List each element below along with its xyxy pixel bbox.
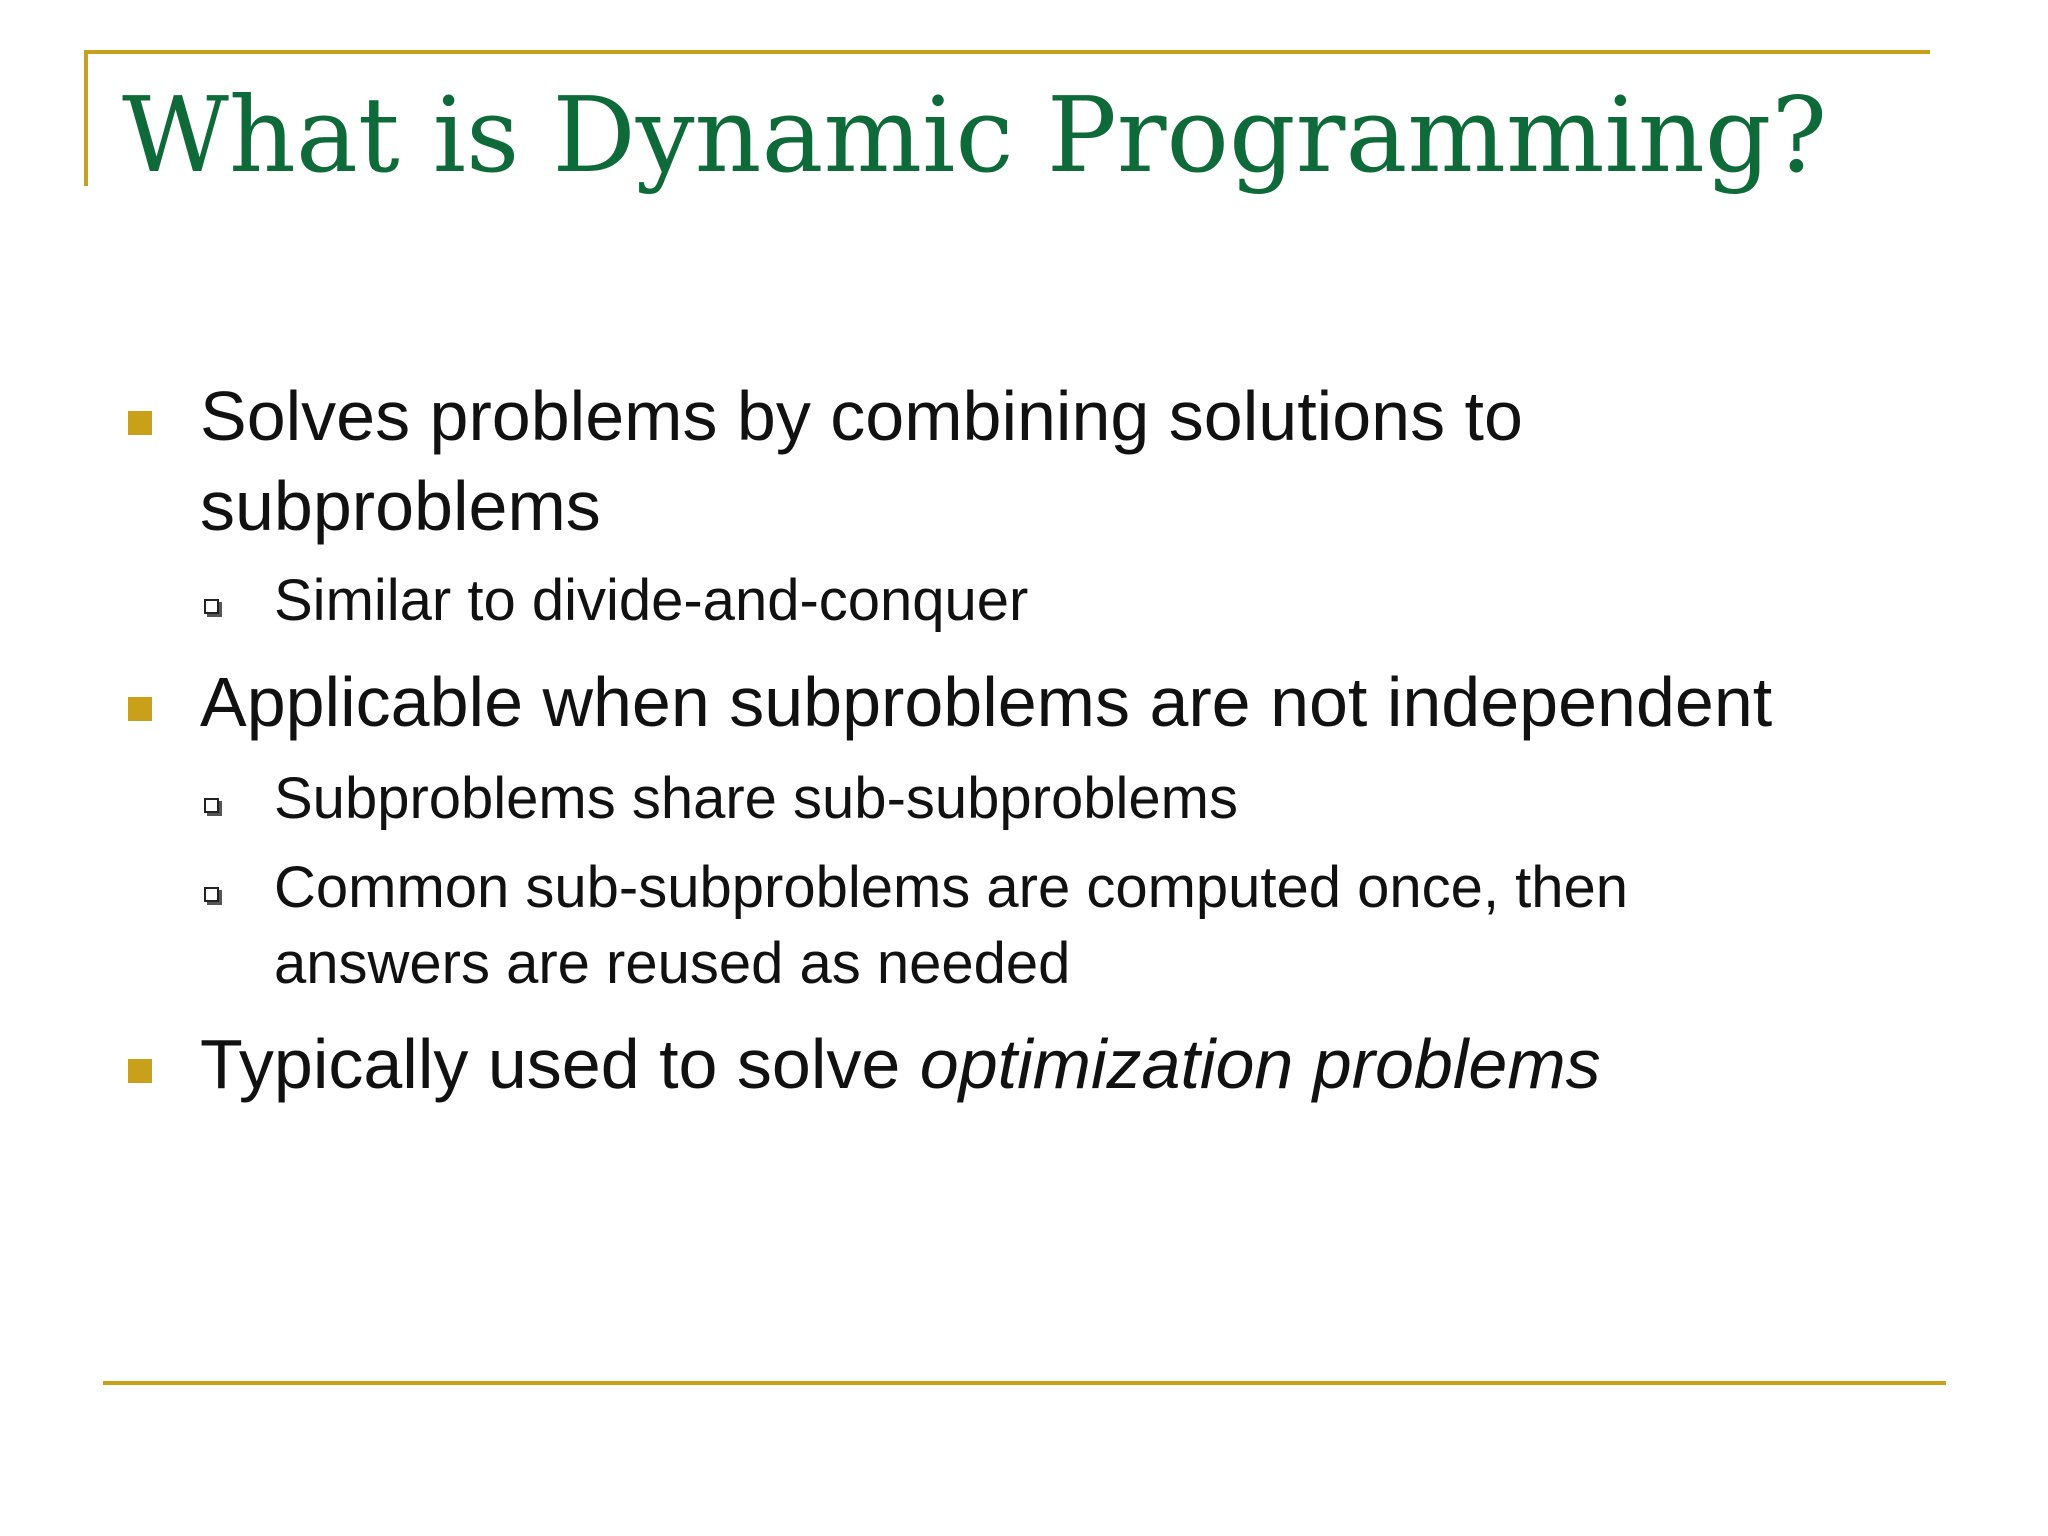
bottom-rule bbox=[103, 1381, 1946, 1385]
hollow-box-bullet-icon bbox=[204, 887, 219, 902]
bullet-2: Applicable when subproblems are not independent bbox=[200, 663, 1773, 741]
top-rule bbox=[84, 50, 1930, 54]
bullet-1-line-2: subproblems bbox=[200, 467, 601, 545]
subbullet-2-2-line-1: Common sub-subproblems are computed once, then bbox=[274, 855, 1629, 920]
bullet-3-plain: Typically used to solve bbox=[200, 1025, 920, 1103]
bullet-3-italic: optimization problems bbox=[919, 1025, 1601, 1103]
left-rule bbox=[84, 50, 88, 186]
subbullet-2-2-line-2: answers are reused as needed bbox=[274, 931, 1071, 996]
subbullet-2-1: Subproblems share sub-subproblems bbox=[274, 766, 1238, 831]
gold-square-bullet-icon bbox=[128, 411, 152, 435]
subbullet-1-1: Similar to divide-and-conquer bbox=[274, 568, 1029, 633]
gold-square-bullet-icon bbox=[128, 1059, 152, 1083]
slide-title: What is Dynamic Programming? bbox=[122, 74, 1828, 196]
gold-square-bullet-icon bbox=[128, 697, 152, 721]
bullet-3 bbox=[200, 1018, 1601, 1110]
hollow-box-bullet-icon bbox=[204, 798, 219, 813]
bullet-1-line-1: Solves problems by combining solutions to bbox=[200, 377, 1523, 455]
hollow-box-bullet-icon bbox=[204, 599, 219, 614]
